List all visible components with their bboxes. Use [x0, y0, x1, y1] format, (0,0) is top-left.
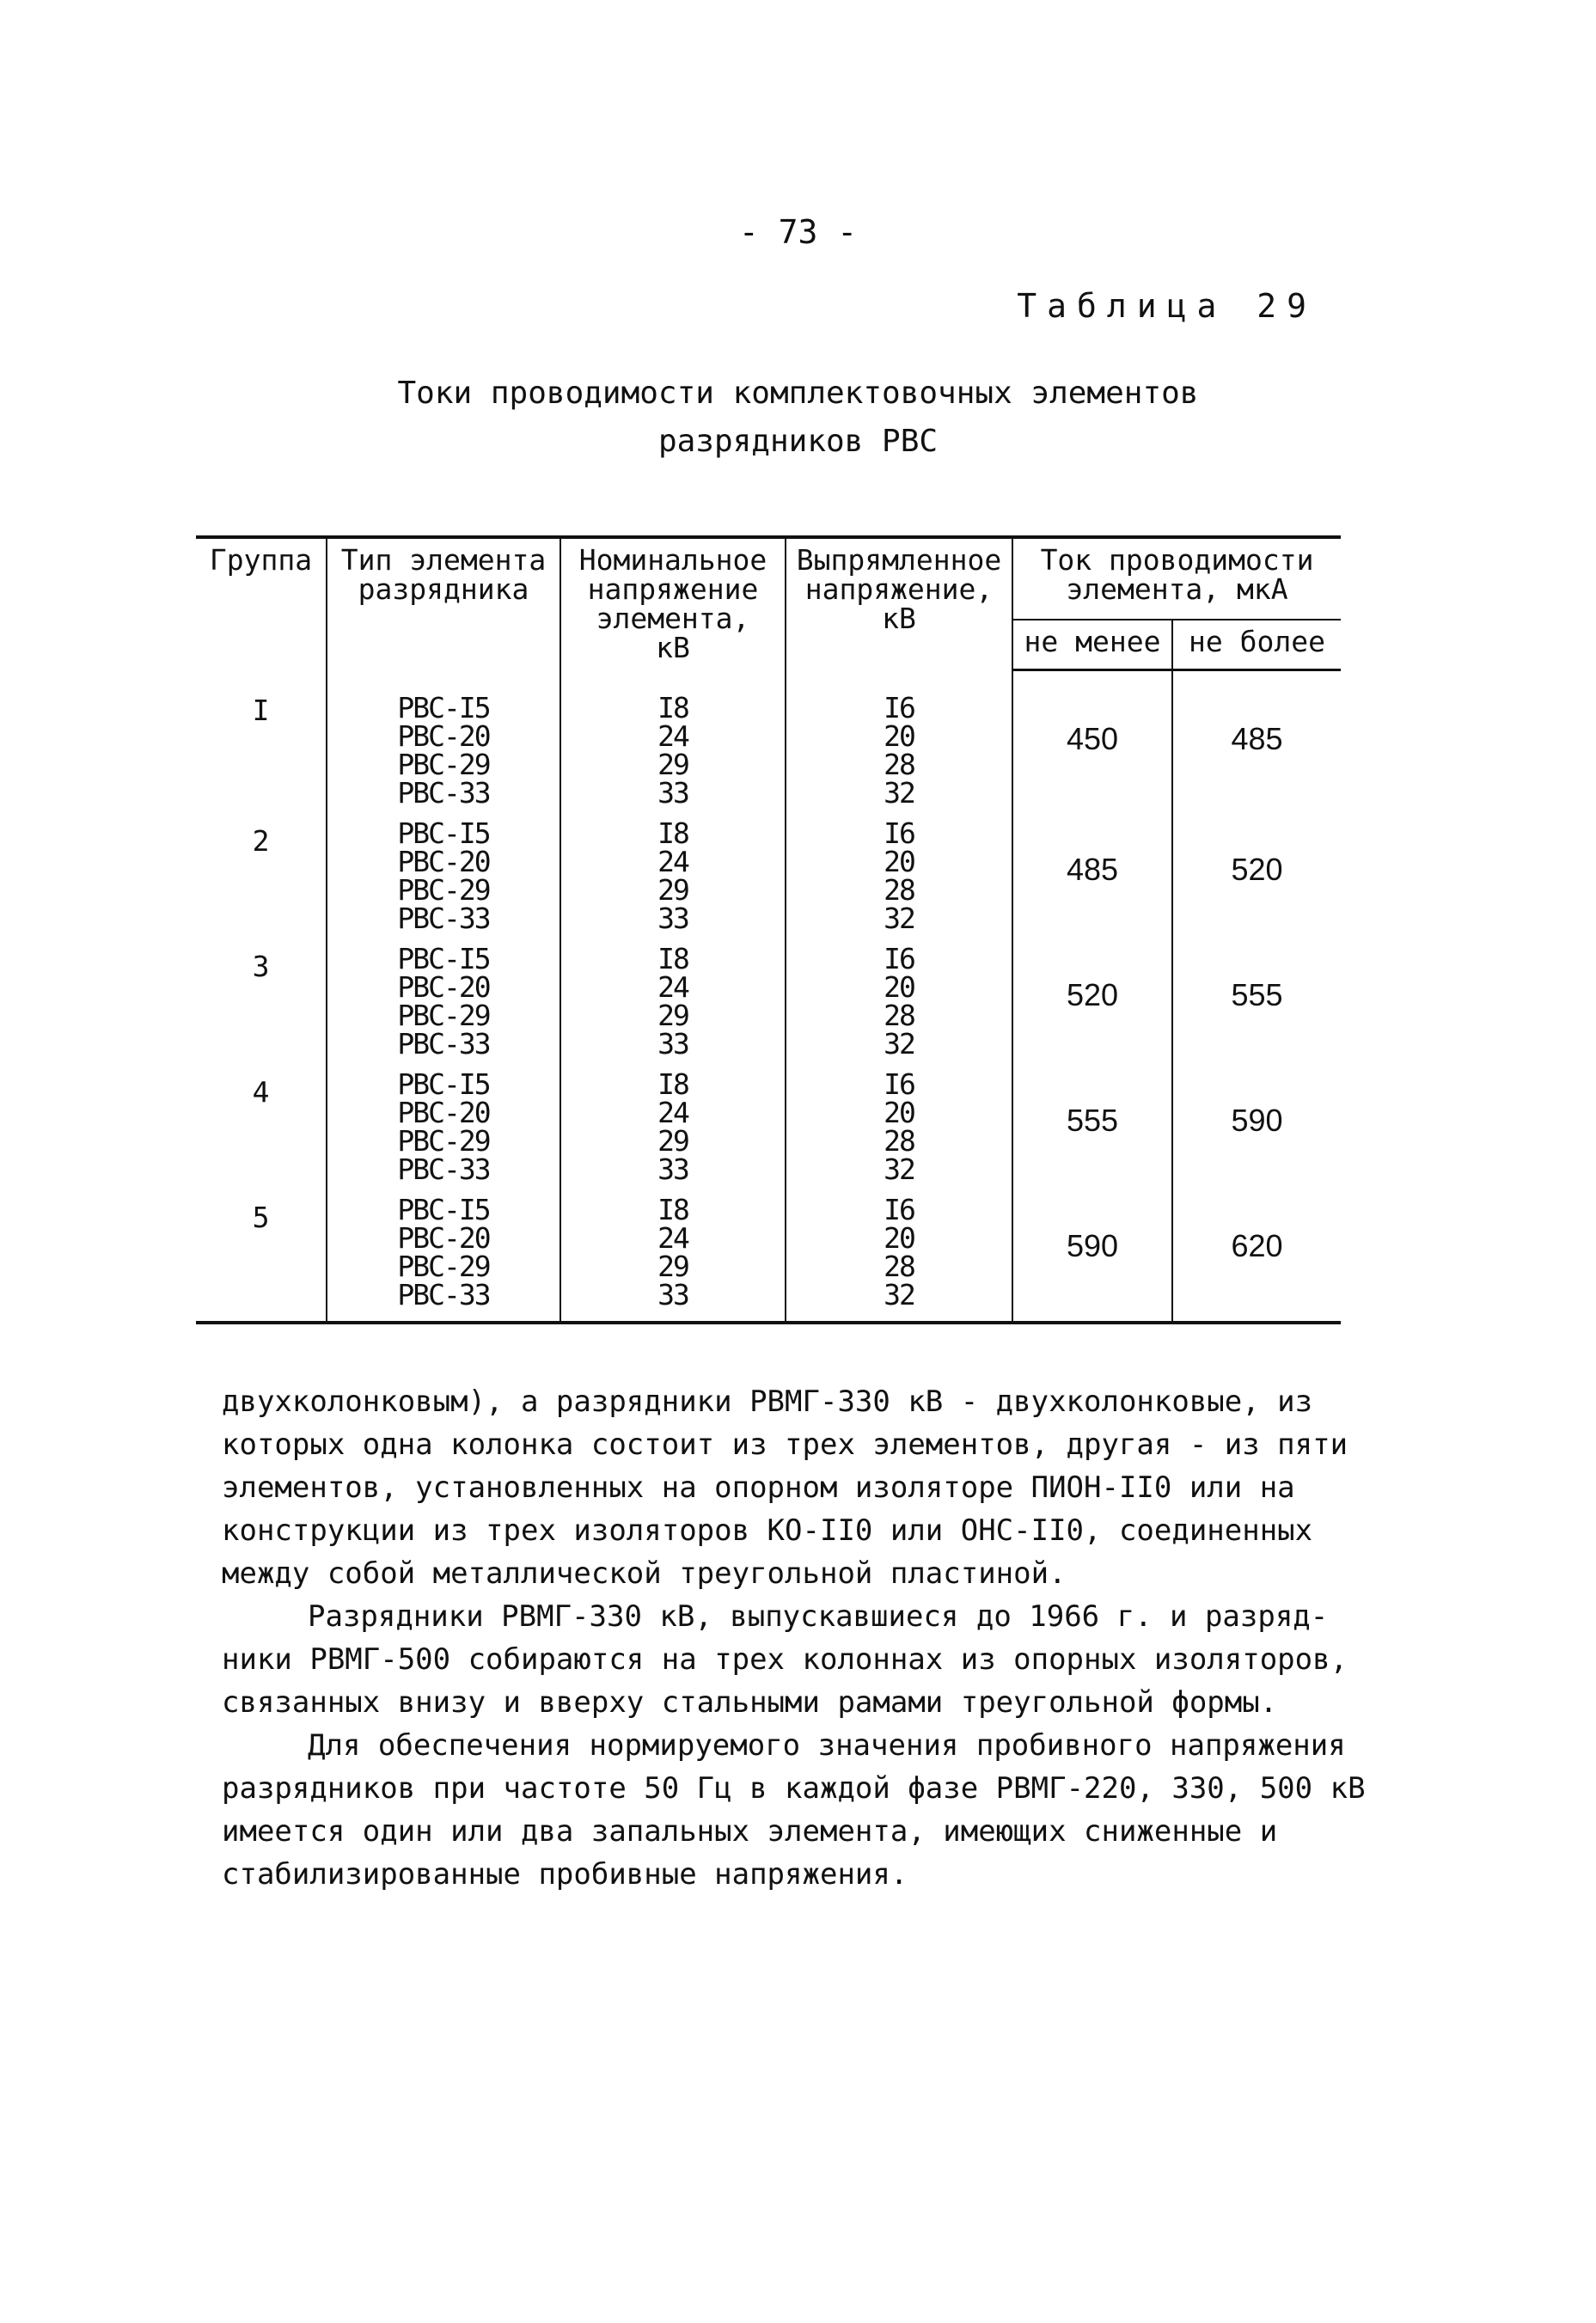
rectified-value: I6: [884, 1193, 914, 1226]
nominal-value: I8: [657, 942, 688, 975]
cell-nominal: [560, 932, 786, 1061]
types-value: РВС-20: [397, 1221, 490, 1255]
group-number: 3: [252, 950, 270, 983]
nominal-value: 29: [657, 1250, 688, 1283]
group-number: I: [252, 694, 270, 727]
table-row: [196, 1058, 1341, 1183]
nominal-value: 33: [657, 1027, 688, 1061]
text-line: которых одна колонка состоит из трех элементов, другая - из пяти: [222, 1427, 1348, 1462]
table-row: [196, 932, 1341, 1058]
cell-nominal: [560, 807, 786, 935]
text-line: Для обеспечения нормируемого значения пробивного напряжения: [308, 1728, 1346, 1763]
types-value: РВС-29: [397, 1124, 490, 1158]
cell-types: [327, 1183, 560, 1323]
current-max: 620: [1172, 1183, 1341, 1323]
nominal-value: I8: [657, 816, 688, 850]
rectified-value: 32: [884, 776, 914, 810]
nominal-value: 33: [657, 902, 688, 935]
header-conduction-current: Ток проводимости элемента, мкА: [1012, 537, 1341, 620]
types-value: РВС-I5: [397, 1193, 490, 1226]
text-line: конструкции из трех изоляторов КО-II0 или ОНС-II0, соединенных: [222, 1513, 1313, 1548]
current-max: 590: [1172, 1058, 1341, 1183]
table-row: [196, 1183, 1341, 1323]
cell-rectified: [786, 669, 1012, 810]
nominal-value: 24: [657, 1221, 688, 1255]
table-label: Таблица 29: [1017, 287, 1317, 325]
types-value: РВС-I5: [397, 1067, 490, 1101]
cell-nominal: [560, 1183, 786, 1323]
rectified-value: 20: [884, 719, 914, 753]
nominal-value: 29: [657, 999, 688, 1032]
rectified-value: 20: [884, 845, 914, 878]
types-value: РВС-20: [397, 1096, 490, 1129]
types-value: РВС-20: [397, 845, 490, 878]
rectified-value: 20: [884, 1096, 914, 1129]
nominal-value: 33: [657, 776, 688, 810]
caption-line: разрядников РВС: [657, 424, 939, 459]
nominal-value: 24: [657, 719, 688, 753]
nominal-value: 29: [657, 873, 688, 907]
rectified-value: 20: [884, 1221, 914, 1255]
rectified-value: 32: [884, 902, 914, 935]
types-value: РВС-33: [397, 902, 490, 935]
text-line: связанных внизу и вверху стальными рамами треугольной формы.: [222, 1685, 1278, 1720]
rectified-value: 20: [884, 970, 914, 1004]
page-number: - 73 -: [738, 213, 858, 251]
table-caption: [0, 370, 1596, 466]
current-min: 555: [1012, 1058, 1172, 1183]
text-line: имеется один или два запальных элемента, имеющих сниженные и: [222, 1814, 1278, 1849]
types-value: РВС-20: [397, 719, 490, 753]
types-value: РВС-I5: [397, 942, 490, 975]
conductivity-table: [196, 535, 1341, 1324]
group-number: 4: [252, 1075, 270, 1109]
nominal-value: 29: [657, 1124, 688, 1158]
current-max: 555: [1172, 932, 1341, 1058]
types-value: РВС-29: [397, 748, 490, 781]
caption-line: Токи проводимости комплектовочных элементов: [397, 376, 1199, 411]
cell-rectified: [786, 807, 1012, 935]
group-number: 5: [252, 1201, 270, 1234]
header-group: Группа: [209, 543, 313, 577]
cell-types: [327, 807, 560, 935]
text-line: элементов, установленных на опорном изоляторе ПИОН-II0 или на: [222, 1470, 1295, 1505]
rectified-value: 32: [884, 1278, 914, 1311]
text-line: стабилизированные пробивные напряжения.: [222, 1857, 908, 1892]
cell-nominal: [560, 669, 786, 810]
body-text: [222, 1380, 1366, 1896]
nominal-value: 24: [657, 845, 688, 878]
rectified-value: I6: [884, 942, 914, 975]
rectified-value: 28: [884, 999, 914, 1032]
nominal-value: 33: [657, 1152, 688, 1186]
nominal-value: 24: [657, 1096, 688, 1129]
rectified-value: 28: [884, 873, 914, 907]
text-line: Разрядники РВМГ-330 кВ, выпускавшиеся до 1966 г. и разряд-: [308, 1599, 1329, 1634]
cell-types: [327, 932, 560, 1061]
rectified-value: 28: [884, 1250, 914, 1283]
text-line: разрядников при частоте 50 Гц в каждой фазе РВМГ-220, 330, 500 кВ: [222, 1771, 1366, 1806]
table-row: [196, 669, 1341, 807]
header-element-type: Тип элемента разрядника: [327, 537, 560, 669]
nominal-value: I8: [657, 1193, 688, 1226]
cell-rectified: [786, 1058, 1012, 1186]
current-min: 520: [1012, 932, 1172, 1058]
cell-rectified: [786, 932, 1012, 1061]
nominal-value: I8: [657, 1067, 688, 1101]
types-value: РВС-33: [397, 1278, 490, 1311]
rectified-value: 32: [884, 1152, 914, 1186]
types-value: РВС-33: [397, 1027, 490, 1061]
types-value: РВС-20: [397, 970, 490, 1004]
group-number: 2: [252, 824, 270, 858]
current-min: 450: [1012, 669, 1172, 807]
cell-nominal: [560, 1058, 786, 1186]
header-nominal-voltage: Номинальное напряжение элемента, кВ: [560, 537, 786, 669]
types-value: РВС-29: [397, 873, 490, 907]
header-min: не менее: [1012, 620, 1172, 669]
nominal-value: 24: [657, 970, 688, 1004]
current-max: 520: [1172, 807, 1341, 932]
nominal-value: 29: [657, 748, 688, 781]
text-line: ники РВМГ-500 собираются на трех колоннах из опорных изоляторов,: [222, 1642, 1348, 1677]
rectified-value: I6: [884, 816, 914, 850]
text-line: между собой металлической треугольной пластиной.: [222, 1556, 1067, 1591]
nominal-value: I8: [657, 691, 688, 724]
types-value: РВС-33: [397, 776, 490, 810]
current-min: 485: [1012, 807, 1172, 932]
types-value: РВС-I5: [397, 691, 490, 724]
rectified-value: 28: [884, 1124, 914, 1158]
cell-rectified: [786, 1183, 1012, 1323]
nominal-value: 33: [657, 1278, 688, 1311]
types-value: РВС-29: [397, 999, 490, 1032]
current-max: 485: [1172, 669, 1341, 807]
table-row: [196, 807, 1341, 932]
cell-types: [327, 1058, 560, 1186]
header-rectified-voltage: Выпрямленное напряжение, кВ: [786, 537, 1012, 669]
rectified-value: I6: [884, 691, 914, 724]
text-line: двухколонковым), а разрядники РВМГ-330 кВ - двухколонковые, из: [222, 1385, 1313, 1419]
types-value: РВС-29: [397, 1250, 490, 1283]
header-max: не более: [1172, 620, 1341, 669]
cell-types: [327, 669, 560, 810]
types-value: РВС-33: [397, 1152, 490, 1186]
rectified-value: 32: [884, 1027, 914, 1061]
current-min: 590: [1012, 1183, 1172, 1323]
rectified-value: I6: [884, 1067, 914, 1101]
rectified-value: 28: [884, 748, 914, 781]
types-value: РВС-I5: [397, 816, 490, 850]
